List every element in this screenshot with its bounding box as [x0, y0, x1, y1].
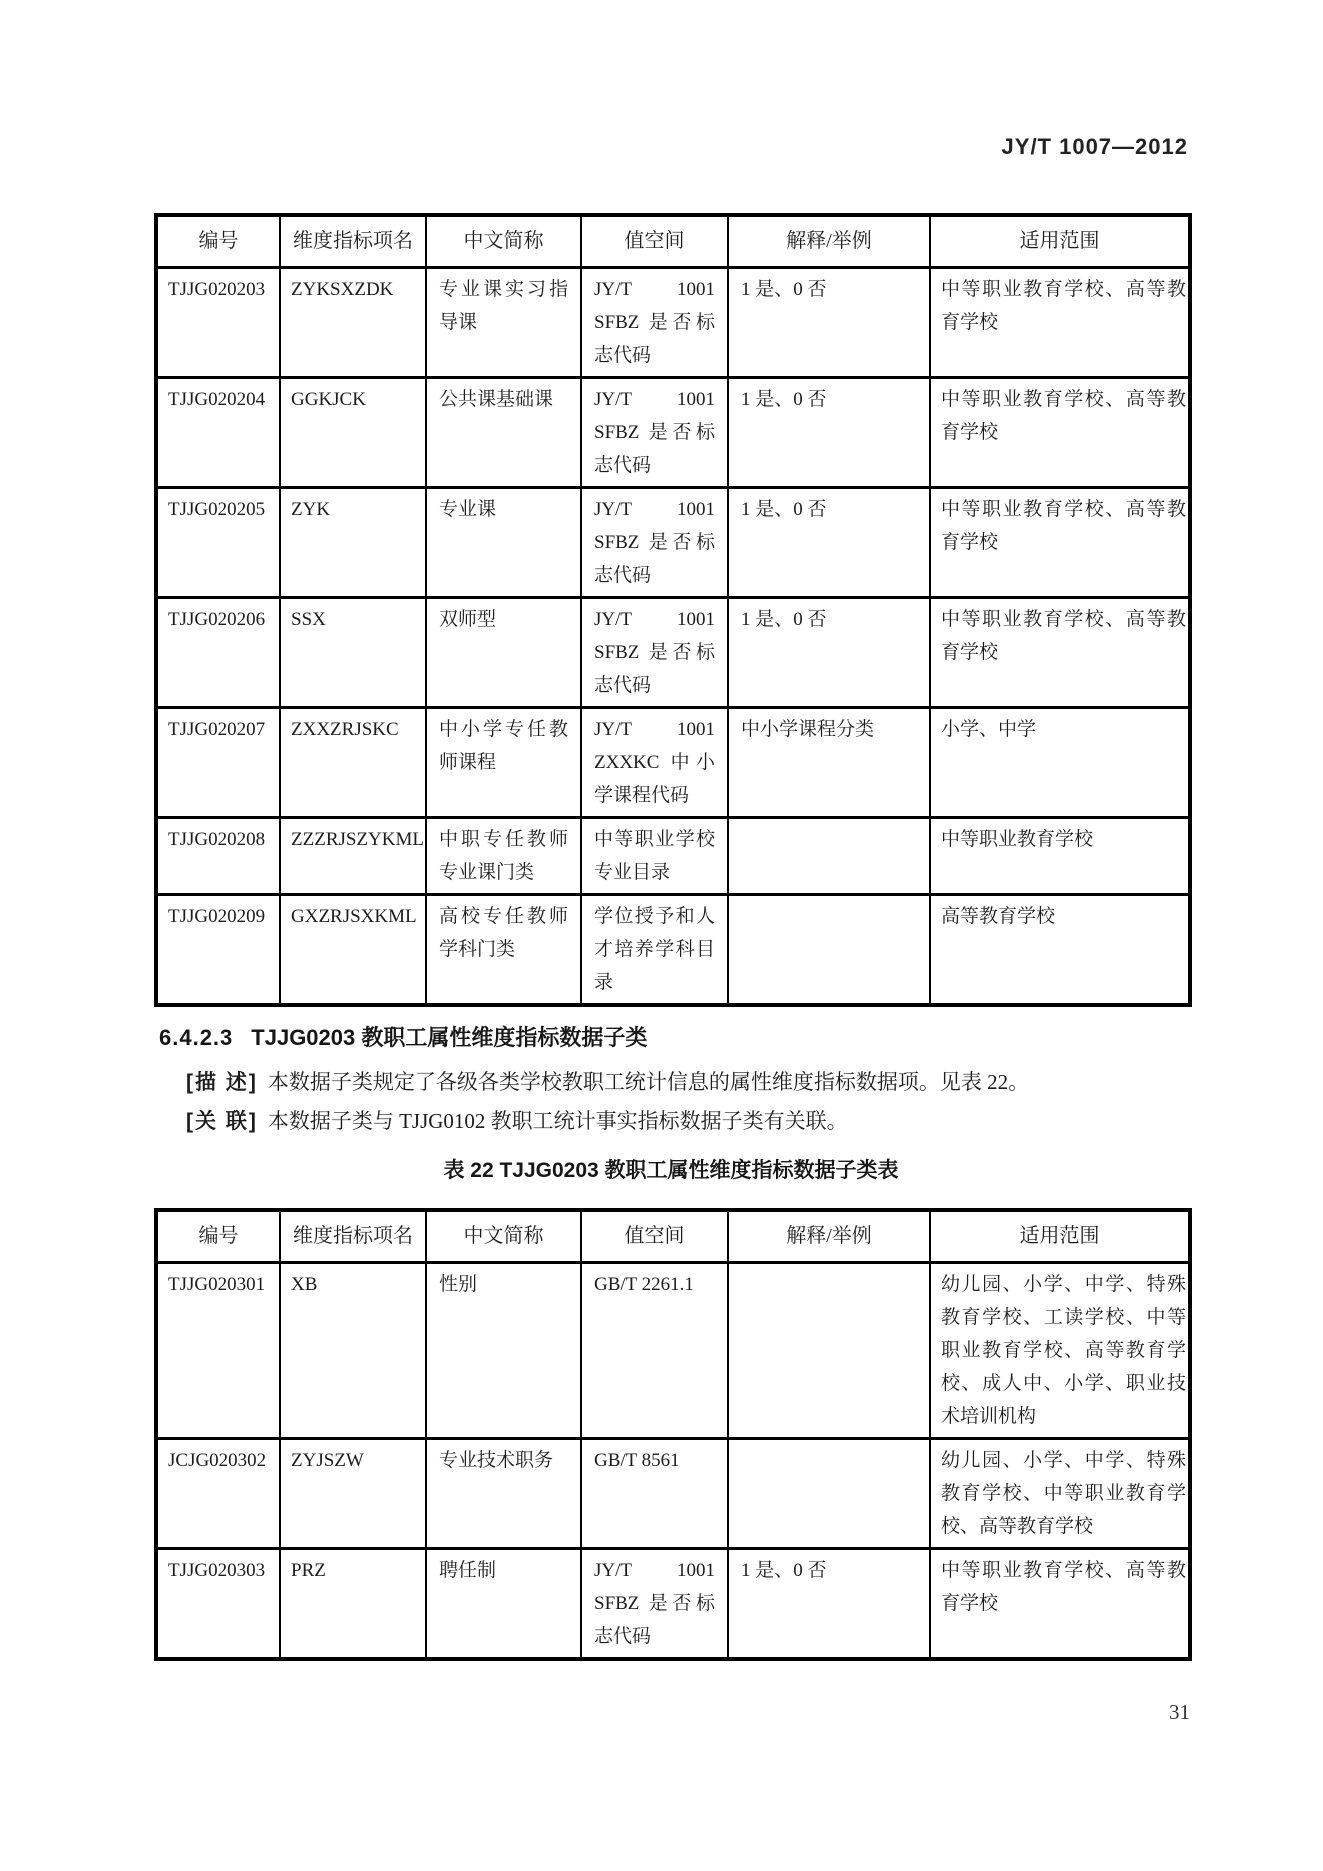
doc-code: JY/T 1007—2012 [1001, 134, 1188, 159]
cell-scope: 小学、中学 [930, 708, 1190, 818]
cell-explanation: 1 是、0 否 [728, 1549, 930, 1660]
cell-value-space: JY/T 1001 SFBZ 是否标志代码 [581, 378, 728, 488]
cell-explanation [728, 818, 930, 895]
cell-scope: 中等职业教育学校、高等教育学校 [930, 378, 1190, 488]
cell-value-space: GB/T 8561 [581, 1439, 728, 1549]
cell-value-space: JY/T 1001 SFBZ 是否标志代码 [581, 598, 728, 708]
cell-item-name: ZXXZRJSKC [280, 708, 426, 818]
cell-scope: 高等教育学校 [930, 895, 1190, 1006]
cell-item-name: ZYKSXZDK [280, 268, 426, 378]
col-header-item-name: 维度指标项名 [280, 215, 426, 268]
cell-code: TJJG020203 [156, 268, 280, 378]
cell-scope: 中等职业教育学校、高等教育学校 [930, 488, 1190, 598]
cell-explanation [728, 1439, 930, 1549]
table-row [156, 598, 1190, 708]
cell-scope: 中等职业教育学校、高等教育学校 [930, 268, 1190, 378]
relation-text: 本数据子类与 TJJG0102 教职工统计事实指标数据子类有关联。 [267, 1109, 848, 1133]
cell-item-name: ZZZRJSZYKML [280, 818, 426, 895]
table-row [156, 378, 1190, 488]
col-header-code: 编号 [156, 1210, 280, 1263]
cell-explanation: 1 是、0 否 [728, 488, 930, 598]
page-content [154, 213, 1188, 1661]
description-paragraph [154, 1066, 1188, 1099]
col-header-value-space: 值空间 [581, 1210, 728, 1263]
cell-cn-name: 聘任制 [426, 1549, 581, 1660]
cell-cn-name: 专业技术职务 [426, 1439, 581, 1549]
cell-value-space: GB/T 2261.1 [581, 1263, 728, 1439]
cell-explanation [728, 1263, 930, 1439]
col-header-cn-name: 中文简称 [426, 215, 581, 268]
table-row [156, 895, 1190, 1006]
cell-cn-name: 双师型 [426, 598, 581, 708]
cell-code: JCJG020302 [156, 1439, 280, 1549]
cell-explanation: 1 是、0 否 [728, 378, 930, 488]
description-label: [描 述] [186, 1071, 258, 1094]
cell-value-space: JY/T 1001 ZXXKC 中小学课程代码 [581, 708, 728, 818]
cell-value-space: 学位授予和人才培养学科目录 [581, 895, 728, 1006]
relation-paragraph [154, 1105, 1188, 1138]
cell-cn-name: 高校专任教师学科门类 [426, 895, 581, 1006]
cell-code: TJJG020208 [156, 818, 280, 895]
table-row [156, 268, 1190, 378]
cell-code: TJJG020205 [156, 488, 280, 598]
section-number: 6.4.2.3 [159, 1025, 234, 1050]
table-row [156, 1263, 1190, 1439]
cell-code: TJJG020204 [156, 378, 280, 488]
cell-code: TJJG020207 [156, 708, 280, 818]
page-number: 31 [1169, 1700, 1190, 1724]
col-header-item-name: 维度指标项名 [280, 1210, 426, 1263]
cell-value-space: JY/T 1001 SFBZ 是否标志代码 [581, 268, 728, 378]
dimension-indicator-table-continuation [154, 213, 1192, 1007]
cell-scope: 幼儿园、小学、中学、特殊教育学校、工读学校、中等职业教育学校、高等教育学校、成人中、小学、职业技术培训机构 [930, 1263, 1190, 1439]
relation-label: [关 联] [186, 1110, 258, 1133]
cell-scope: 中等职业教育学校、高等教育学校 [930, 598, 1190, 708]
cell-item-name: SSX [280, 598, 426, 708]
col-header-explanation: 解释/举例 [728, 215, 930, 268]
col-header-scope: 适用范围 [930, 1210, 1190, 1263]
section-heading [159, 1021, 1188, 1052]
cell-cn-name: 中小学专任教师课程 [426, 708, 581, 818]
table-row [156, 818, 1190, 895]
table-row [156, 1439, 1190, 1549]
cell-explanation: 中小学课程分类 [728, 708, 930, 818]
table-row [156, 488, 1190, 598]
table-row [156, 1549, 1190, 1660]
cell-code: TJJG020206 [156, 598, 280, 708]
cell-cn-name: 性别 [426, 1263, 581, 1439]
col-header-value-space: 值空间 [581, 215, 728, 268]
cell-item-name: PRZ [280, 1549, 426, 1660]
description-text: 本数据子类规定了各级各类学校教职工统计信息的属性维度指标数据项。见表 22。 [267, 1070, 1030, 1094]
table-row [156, 708, 1190, 818]
cell-cn-name: 中职专任教师专业课门类 [426, 818, 581, 895]
cell-item-name: ZYK [280, 488, 426, 598]
cell-value-space: JY/T 1001 SFBZ 是否标志代码 [581, 488, 728, 598]
col-header-scope: 适用范围 [930, 215, 1190, 268]
table-22 [154, 1208, 1192, 1661]
cell-code: TJJG020301 [156, 1263, 280, 1439]
cell-code: TJJG020209 [156, 895, 280, 1006]
cell-cn-name: 专业课实习指导课 [426, 268, 581, 378]
table-header-row [156, 1210, 1190, 1263]
cell-scope: 中等职业教育学校、高等教育学校 [930, 1549, 1190, 1660]
section-title: TJJG0203 教职工属性维度指标数据子类 [251, 1025, 648, 1050]
cell-scope: 幼儿园、小学、中学、特殊教育学校、中等职业教育学校、高等教育学校 [930, 1439, 1190, 1549]
cell-explanation: 1 是、0 否 [728, 268, 930, 378]
cell-code: TJJG020303 [156, 1549, 280, 1660]
cell-value-space: JY/T 1001 SFBZ 是否标志代码 [581, 1549, 728, 1660]
cell-item-name: GXZRJSXKML [280, 895, 426, 1006]
cell-cn-name: 专业课 [426, 488, 581, 598]
cell-item-name: ZYJSZW [280, 1439, 426, 1549]
col-header-explanation: 解释/举例 [728, 1210, 930, 1263]
col-header-cn-name: 中文简称 [426, 1210, 581, 1263]
cell-explanation: 1 是、0 否 [728, 598, 930, 708]
table-22-caption: 表 22 TJJG0203 教职工属性维度指标数据子类表 [443, 1159, 899, 1182]
cell-item-name: XB [280, 1263, 426, 1439]
table-header-row [156, 215, 1190, 268]
cell-cn-name: 公共课基础课 [426, 378, 581, 488]
col-header-code: 编号 [156, 215, 280, 268]
cell-explanation [728, 895, 930, 1006]
cell-scope: 中等职业教育学校 [930, 818, 1190, 895]
cell-value-space: 中等职业学校专业目录 [581, 818, 728, 895]
cell-item-name: GGKJCK [280, 378, 426, 488]
